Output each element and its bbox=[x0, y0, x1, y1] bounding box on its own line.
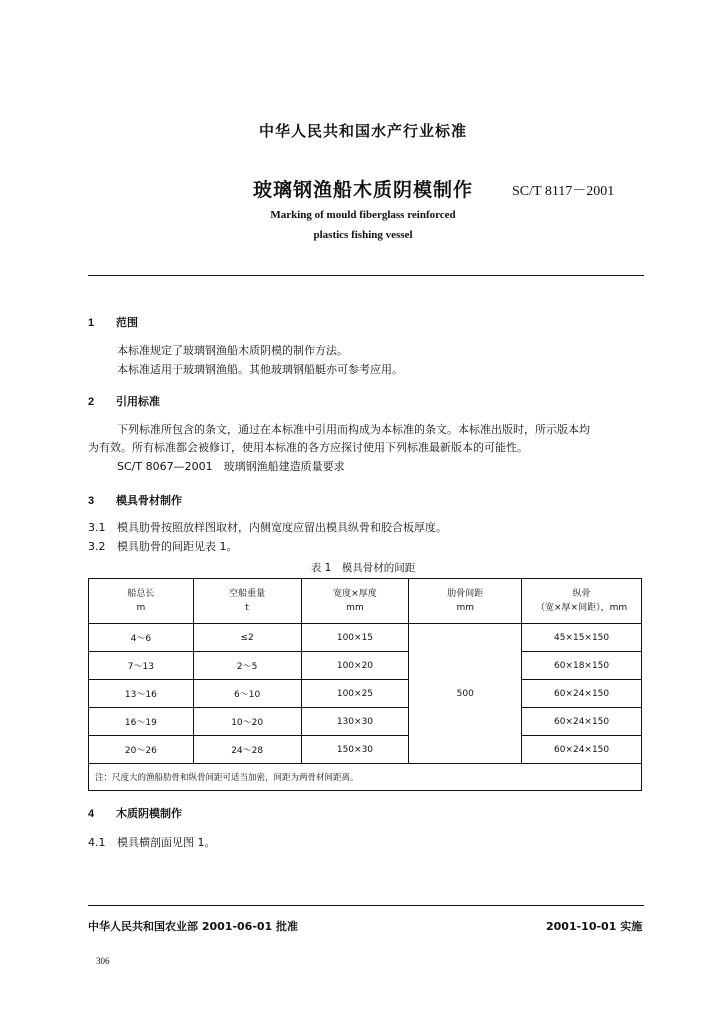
table-note: 注：尺度大的渔船肋骨和纵骨间距可适当加密，间距为两骨材间距离。 bbox=[89, 764, 642, 791]
clause-3-1 bbox=[88, 520, 447, 536]
section-number: 4 bbox=[88, 808, 95, 820]
section-1-paragraph-2: 本标准适用于玻璃钢渔船。其他玻璃钢船艇亦可参考应用。 bbox=[117, 363, 403, 376]
header-cell bbox=[89, 579, 194, 624]
section-number: 2 bbox=[88, 396, 95, 408]
page-number: 306 bbox=[96, 956, 110, 966]
header-unit: m bbox=[136, 603, 146, 613]
table-cell: 2～5 bbox=[193, 652, 301, 680]
table-cell: 16～19 bbox=[89, 708, 194, 736]
table-cell: 100×25 bbox=[301, 680, 409, 708]
standard-title: 玻璃钢渔船木质阴模制作 bbox=[252, 179, 473, 201]
header-cell bbox=[409, 579, 522, 624]
table-cell: 100×15 bbox=[301, 624, 409, 652]
header-cell bbox=[301, 579, 409, 624]
table-row bbox=[89, 736, 642, 764]
header-label: 肋骨间距 bbox=[447, 589, 484, 599]
table-cell: 4～6 bbox=[89, 624, 194, 652]
table-cell: 130×30 bbox=[301, 708, 409, 736]
header-unit: mm bbox=[346, 603, 364, 613]
english-title-line-1: Marking of mould fiberglass reinforced bbox=[270, 209, 456, 221]
section-title: 范围 bbox=[116, 316, 138, 329]
header-label: 空船重量 bbox=[229, 589, 266, 599]
table-cell: 7～13 bbox=[89, 652, 194, 680]
table-1 bbox=[88, 578, 642, 791]
table-cell: 60×24×150 bbox=[522, 680, 642, 708]
english-title-line-2: plastics fishing vessel bbox=[313, 229, 413, 241]
section-3-heading bbox=[88, 492, 182, 508]
clause-number: 4.1 bbox=[88, 836, 106, 849]
table-1-caption: 表 1 模具骨材的间距 bbox=[310, 562, 416, 574]
section-2-paragraph-line-1: 下列标准所包含的条文，通过在本标准中引用而构成为本标准的条文。本标准出版时，所示版本均 bbox=[117, 423, 590, 436]
header-label: 纵骨 bbox=[572, 589, 591, 599]
section-title: 模具骨材制作 bbox=[116, 494, 182, 507]
clause-number: 3.1 bbox=[88, 521, 106, 534]
header-unit: mm bbox=[456, 603, 475, 613]
clause-number: 3.2 bbox=[88, 540, 106, 553]
table-cell: 100×20 bbox=[301, 652, 409, 680]
clause-4-1 bbox=[88, 835, 216, 851]
rib-spacing-cell: 500 bbox=[409, 624, 522, 764]
table-cell: 10～20 bbox=[193, 708, 301, 736]
table-cell: 13～16 bbox=[89, 680, 194, 708]
table-row bbox=[89, 680, 642, 708]
table-cell: 45×15×150 bbox=[522, 624, 642, 652]
table-cell: 150×30 bbox=[301, 736, 409, 764]
header-label: 宽度×厚度 bbox=[333, 589, 377, 599]
clause-3-2 bbox=[88, 539, 238, 555]
standard-code: SC/T 8117－2001 bbox=[512, 184, 615, 199]
clause-text: 模具肋骨的间距见表 1。 bbox=[117, 540, 238, 553]
table-header-row bbox=[89, 579, 642, 624]
section-4-heading bbox=[88, 805, 182, 821]
section-number: 1 bbox=[88, 317, 95, 329]
table-cell: 20～26 bbox=[89, 736, 194, 764]
section-number: 3 bbox=[88, 495, 95, 507]
table-cell: 60×24×150 bbox=[522, 736, 642, 764]
header-cell bbox=[522, 579, 642, 624]
table-row bbox=[89, 652, 642, 680]
section-2-reference: SC/T 8067—2001 玻璃钢渔船建造质量要求 bbox=[117, 460, 345, 473]
table-row bbox=[89, 624, 642, 652]
header-unit: （宽×厚×间距），mm bbox=[536, 603, 628, 613]
clause-text: 模具肋骨按照放样图取材，内侧宽度应留出模具纵骨和胶合板厚度。 bbox=[117, 521, 447, 534]
section-1-heading bbox=[88, 314, 138, 330]
table-row bbox=[89, 708, 642, 736]
header-divider bbox=[88, 275, 644, 276]
table-cell: 24～28 bbox=[193, 736, 301, 764]
table-cell: 60×18×150 bbox=[522, 652, 642, 680]
section-title: 木质阴模制作 bbox=[116, 807, 182, 820]
issuer-title: 中华人民共和国水产行业标准 bbox=[258, 122, 467, 140]
section-2-heading bbox=[88, 393, 160, 409]
section-2-paragraph-line-2: 为有效。所有标准都会被修订，使用本标准的各方应探讨使用下列标准最新版本的可能性。 bbox=[88, 441, 528, 454]
table-cell: 6～10 bbox=[193, 680, 301, 708]
header-label: 船总长 bbox=[127, 589, 155, 599]
effective-date: 2001-10-01 实施 bbox=[546, 920, 643, 933]
table-cell: ≤2 bbox=[193, 624, 301, 652]
header-cell bbox=[193, 579, 301, 624]
table-cell: 60×24×150 bbox=[522, 708, 642, 736]
header-unit: t bbox=[245, 603, 249, 613]
footer-divider bbox=[88, 905, 644, 906]
clause-text: 模具横剖面见图 1。 bbox=[117, 836, 216, 849]
section-title: 引用标准 bbox=[116, 395, 160, 408]
table-note-row bbox=[89, 764, 642, 791]
section-1-paragraph-1: 本标准规定了玻璃钢渔船木质阴模的制作方法。 bbox=[117, 344, 348, 357]
approval-date: 中华人民共和国农业部 2001-06-01 批准 bbox=[88, 920, 299, 933]
